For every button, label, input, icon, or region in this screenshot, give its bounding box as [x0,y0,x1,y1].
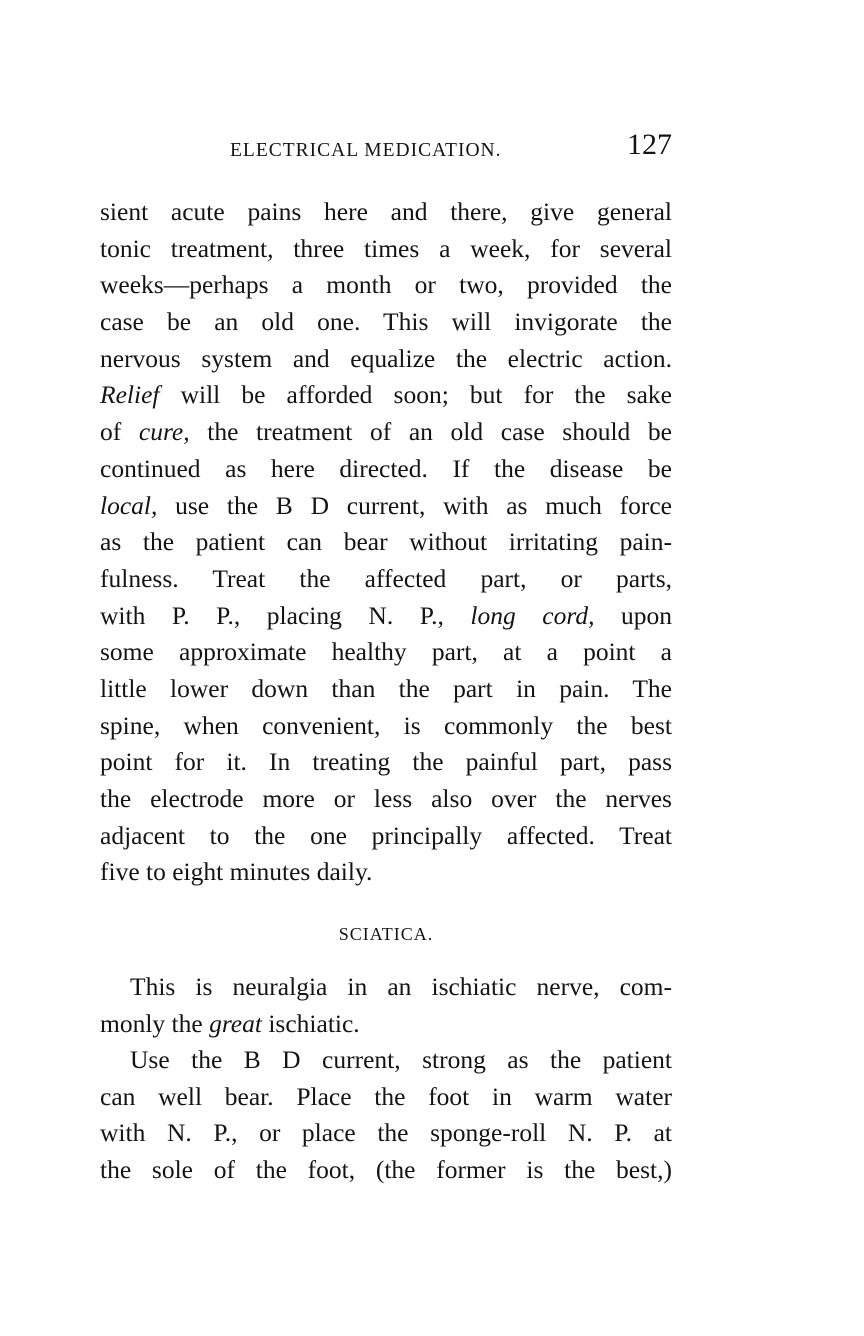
text-run: ischiatic. [261,1008,360,1038]
paragraph-lines [100,1042,672,1189]
paragraph-sciatica-treatment [100,1042,672,1189]
text-line [100,231,672,268]
text-line [100,1115,672,1152]
paragraph-lines [100,194,672,891]
italic-text: long cord, [470,600,595,630]
text-line [100,1006,672,1043]
text-run: with N. P., or place the sponge-roll N. P. at [100,1118,672,1148]
text-line [100,634,672,671]
text-run: the sole of the foot, (the former is the best,) [100,1155,672,1185]
text-run: upon [594,600,673,630]
text-line [100,744,672,781]
text-run: nervous system and equalize the electric action. [100,343,672,373]
text-run: weeks—perhaps a month or two, provided the [100,270,672,300]
text-line [100,451,672,488]
text-line [100,414,672,451]
text-line [100,708,672,745]
text-line [100,818,672,855]
text-run: the electrode more or less also over the nerves [100,784,672,813]
text-run: the treatment of an old case should be [189,417,672,447]
text-run: use the B D current, with as much force [157,490,672,520]
text-run: of [100,417,139,447]
text-run: spine, when convenient, is commonly the best [100,710,672,740]
text-line [100,1079,672,1116]
text-line [100,524,672,561]
text-run: five to eight minutes daily. [100,857,373,887]
text-run: fulness. Treat the affected part, or parts, [100,563,672,593]
text-line [100,1042,672,1079]
text-run: with P. P., placing N. P., [100,600,471,630]
text-run: This is neuralgia in an ischiatic nerve, com- [130,972,672,1001]
text-run: some approximate healthy part, at a point a [100,637,672,667]
paragraph-lines [100,969,672,1042]
page-number: 127 [627,128,672,161]
text-line [100,194,672,231]
text-run: adjacent to the one principally affected. Treat [100,820,672,850]
text-run: Use the B D current, strong as the patient [130,1045,672,1074]
text-line [100,854,672,891]
text-line [100,969,672,1006]
text-line [100,488,672,525]
text-run: monly the [100,1008,210,1038]
text-line [100,1152,672,1189]
paragraph-continued [100,194,672,891]
running-title: ELECTRICAL MEDICATION. [230,140,502,161]
text-run: continued as here directed. If the disease be [100,453,672,483]
text-line [100,671,672,708]
text-line [100,598,672,635]
text-run: case be an old one. This will invigorate the [100,307,672,337]
text-run: tonic treatment, three times a week, for several [100,233,672,263]
text-line [100,377,672,414]
text-run: can well bear. Place the foot in warm water [100,1081,672,1111]
paragraph-sciatica-definition [100,969,672,1042]
italic-text: cure, [138,417,190,447]
text-run: will be afforded soon; but for the sake [159,380,672,410]
running-head [100,128,672,168]
section-heading: SCIATICA. [338,924,434,944]
text-run: sient acute pains here and there, give general [100,197,672,226]
text-line [100,304,672,341]
italic-text: Relief [100,380,160,410]
text-run: little lower down than the part in pain. The [100,673,672,703]
text-run: point for it. In treating the painful part, pass [100,747,672,777]
text-line [100,781,672,818]
italic-text: great [209,1008,262,1038]
italic-text: local, [100,490,158,520]
text-line [100,341,672,378]
text-line [100,267,672,304]
text-line [100,561,672,598]
text-run: as the patient can bear without irritating pain- [100,527,672,557]
